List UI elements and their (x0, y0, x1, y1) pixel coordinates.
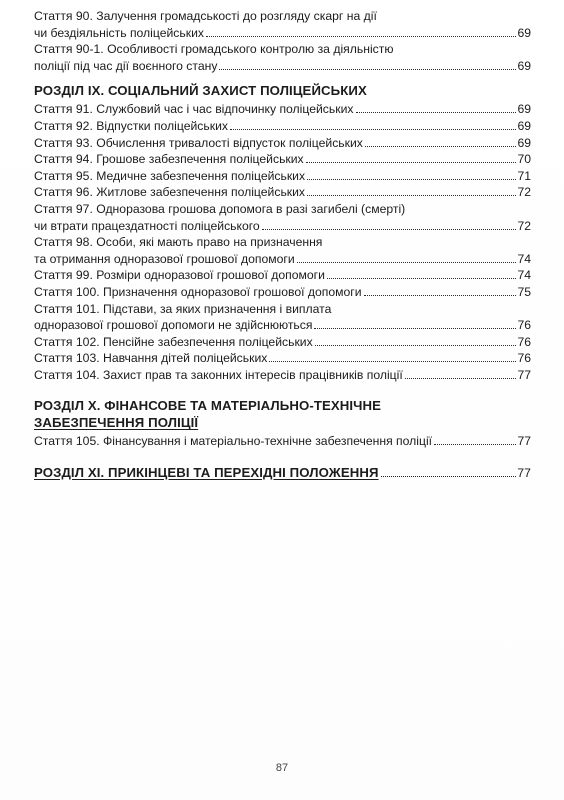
toc-entry-st98 (34, 234, 531, 267)
toc-entry-text: та отримання одноразової грошової допомоги (34, 251, 295, 266)
dot-leader (314, 328, 516, 329)
toc-entry-text: Стаття 104. Захист прав та законних інтересів працівників поліції (34, 367, 403, 382)
toc-entry-st101 (34, 301, 531, 334)
section-9-title: РОЗДІЛ IX. СОЦІАЛЬНИЙ ЗАХИСТ ПОЛІЦЕЙСЬКИХ (34, 83, 367, 99)
toc-entry-line (34, 284, 531, 301)
toc-entry-line (34, 8, 531, 25)
toc-entry-page-number: 77 (517, 434, 531, 449)
toc-entry-line (34, 317, 531, 334)
dot-leader (381, 476, 517, 477)
toc-entry-text: Стаття 91. Службовий час і час відпочинку поліцейських (34, 102, 354, 117)
dot-leader (206, 36, 516, 37)
toc-entry-page-number: 69 (517, 135, 531, 150)
toc-entry-page-number: 76 (517, 318, 531, 333)
toc-entry-page-number: 75 (517, 284, 531, 299)
toc-entry-line (34, 151, 531, 168)
toc-entry-line (34, 58, 531, 75)
toc-entry-text: одноразової грошової допомоги не здійснюються (34, 318, 313, 333)
dot-leader (269, 361, 516, 362)
section-11-heading (34, 464, 531, 482)
toc-entry-st90 (34, 8, 531, 41)
toc-entry-line (34, 25, 531, 42)
toc-entry-text: Стаття 102. Пенсійне забезпечення поліцейських (34, 334, 313, 349)
toc-entry-line (34, 118, 531, 135)
dot-leader (307, 179, 516, 180)
toc-entry-st104 (34, 367, 531, 384)
toc-entry-st97 (34, 201, 531, 234)
toc-entry-page-number: 69 (517, 102, 531, 117)
toc-entry-line (34, 135, 531, 152)
toc-entry-page-number: 69 (517, 118, 531, 133)
toc-entry-line (34, 218, 531, 235)
toc-group-section-10 (34, 433, 531, 450)
toc-entry-text: Стаття 98. Особи, які мають право на призначення (34, 235, 323, 250)
toc-entry-st95 (34, 168, 531, 185)
toc-entry-line (34, 168, 531, 185)
toc-entry-page-number: 76 (517, 334, 531, 349)
toc-entry-text: Стаття 97. Одноразова грошова допомога в разі загибелі (смерті) (34, 201, 406, 216)
toc-group-top (34, 8, 531, 74)
toc-entry-st105 (34, 433, 531, 450)
toc-entry-st100 (34, 284, 531, 301)
toc-entry-line (34, 267, 531, 284)
toc-entry-st93 (34, 135, 531, 152)
toc-entry-page-number: 69 (517, 25, 531, 40)
dot-leader (230, 129, 516, 130)
dot-leader (364, 295, 517, 296)
dot-leader (365, 146, 517, 147)
dot-leader (297, 262, 517, 263)
toc-entry-line (34, 301, 531, 318)
dot-leader (307, 195, 516, 196)
dot-leader (434, 444, 516, 445)
toc-entry-st91 (34, 101, 531, 118)
toc-entry-page-number: 72 (517, 218, 531, 233)
toc-entry-line (34, 201, 531, 218)
toc-entry-text: чи втрати працездатності поліцейського (34, 218, 260, 233)
toc-entry-text: Стаття 101. Підстави, за яких призначення і виплата (34, 301, 332, 316)
dot-leader (405, 378, 517, 379)
toc-group-section-9 (34, 101, 531, 383)
toc-entry-text: Стаття 96. Житлове забезпечення поліцейських (34, 185, 306, 200)
toc-entry-st99 (34, 267, 531, 284)
section-9-heading (34, 82, 531, 99)
toc-entry-text: поліції під час дії воєнного стану (34, 58, 218, 73)
dot-leader (327, 278, 517, 279)
toc-entry-line (34, 184, 531, 201)
dot-leader (219, 69, 516, 70)
toc-entry-line (34, 433, 531, 450)
toc-entry-text: Стаття 94. Грошове забезпечення поліцейських (34, 152, 304, 167)
section-10-heading (34, 397, 531, 431)
dot-leader (306, 162, 517, 163)
toc-entry-st96 (34, 184, 531, 201)
toc-entry-text: Стаття 99. Розміри одноразової грошової допомоги (34, 268, 325, 283)
toc-entry-text: Стаття 103. Навчання дітей поліцейських (34, 351, 268, 366)
toc-entry-page-number: 72 (517, 185, 531, 200)
toc-entry-text: чи бездіяльність поліцейських (34, 25, 204, 40)
toc-entry-text: Стаття 90. Залучення громадськості до розгляду скарг на дії (34, 9, 377, 23)
section-11-title: РОЗДІЛ XI. ПРИКІНЦЕВІ ТА ПЕРЕХІДНІ ПОЛОЖЕННЯ (34, 465, 379, 481)
toc-entry-st103 (34, 350, 531, 367)
toc-entry-text: Стаття 100. Призначення одноразової грошової допомоги (34, 284, 362, 299)
toc-entry-text: Стаття 90-1. Особливості громадського контролю за діяльністю (34, 42, 394, 57)
toc-entry-line (34, 367, 531, 384)
toc-entry-page-number: 71 (517, 168, 531, 183)
toc-entry-st92 (34, 118, 531, 135)
toc-entry-st102 (34, 334, 531, 351)
toc-entry-page-number: 76 (517, 351, 531, 366)
toc-entry-line (34, 101, 531, 118)
toc-entry-line (34, 334, 531, 351)
toc-entry-text: Стаття 92. Відпустки поліцейських (34, 118, 228, 133)
toc-entry-st94 (34, 151, 531, 168)
dot-leader (356, 112, 517, 113)
toc-entry-st90-1 (34, 41, 531, 74)
section-10-title-line-1: РОЗДІЛ X. ФІНАНСОВЕ ТА МАТЕРІАЛЬНО-ТЕХНІЧНЕ (34, 398, 382, 414)
section-11-page-number: 77 (517, 466, 531, 481)
toc-entry-page-number: 77 (517, 367, 531, 382)
toc-entry-line (34, 234, 531, 251)
toc-entry-line (34, 41, 531, 58)
dot-leader (262, 229, 517, 230)
toc-entry-page-number: 69 (517, 58, 531, 73)
toc-entry-page-number: 74 (517, 268, 531, 283)
toc-entry-text: Стаття 93. Обчислення тривалості відпусток поліцейських (34, 135, 363, 150)
toc-entry-line (34, 350, 531, 367)
toc-entry-page-number: 70 (517, 152, 531, 167)
toc-entry-text: Стаття 105. Фінансування і матеріально-технічне забезпечення поліції (34, 434, 433, 449)
dot-leader (315, 345, 517, 346)
toc-entry-text: Стаття 95. Медичне забезпечення поліцейських (34, 168, 306, 183)
toc-entry-line (34, 251, 531, 268)
page-number: 87 (275, 762, 289, 774)
section-10-title-line-2: ЗАБЕЗПЕЧЕННЯ ПОЛІЦІЇ (34, 415, 199, 431)
toc-entry-page-number: 74 (517, 251, 531, 266)
table-of-contents (34, 8, 531, 482)
